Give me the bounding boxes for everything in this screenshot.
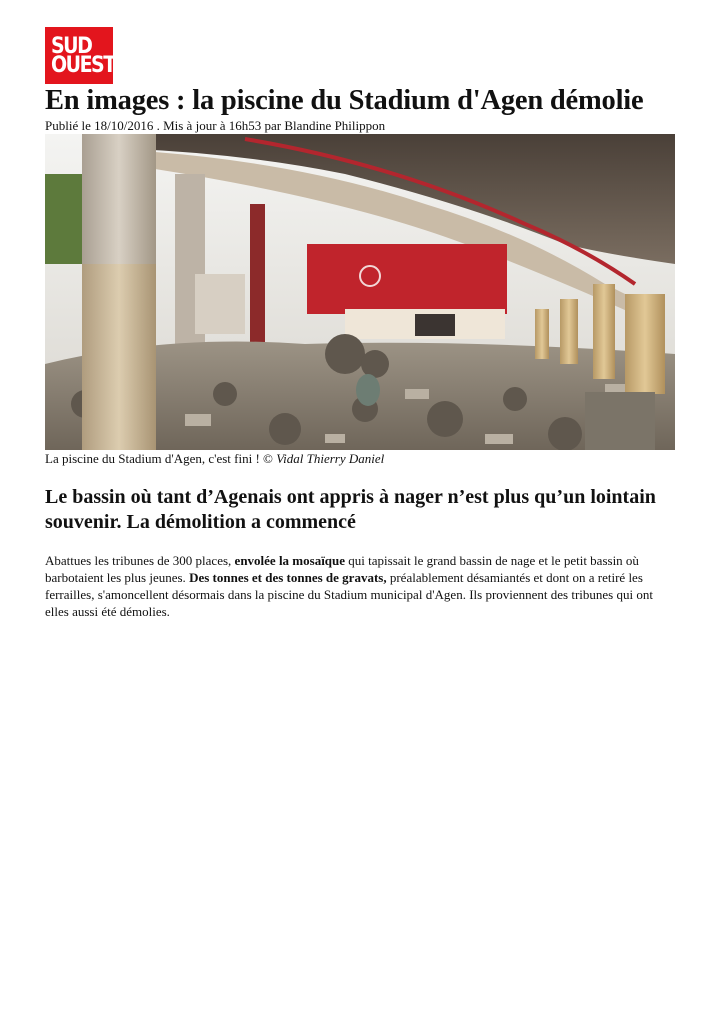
article-subtitle: Le bassin où tant d’Agenais ont appris à nager n’est plus qu’un lointain souvenir. La démolition a commencé [45, 486, 656, 533]
logo-line-1: SUD [51, 32, 92, 59]
body-text-1: Abattues les tribunes de 300 places, [45, 553, 235, 568]
logo-line-2: OUEST [51, 51, 115, 78]
body-text-3: préalablement désamiantés et dont on a retiré les ferrailles, s'amoncellent désormais dans la piscine du Stadium municipal d'Agen. Ils proviennent des tribunes qui ont elles aussi été démolies. [45, 570, 653, 619]
demolished-pool-photo [45, 134, 675, 450]
article-title: En images : la piscine du Stadium d'Agen démolie [45, 85, 644, 116]
article-byline: Publié le 18/10/2016 . Mis à jour à 16h53 par Blandine Philippon [45, 118, 386, 133]
caption-credit: Vidal Thierry Daniel [276, 451, 385, 466]
article-photo [45, 134, 675, 450]
body-text-2: qui tapissait le grand bassin de nage et le petit bassin où barbotaient les plus jeunes. [45, 553, 639, 585]
body-bold-1: envolée la mosaïque [234, 553, 346, 568]
photo-caption [45, 451, 384, 467]
article-body [45, 552, 675, 620]
sud-ouest-logo[interactable] [45, 27, 113, 84]
caption-text: La piscine du Stadium d'Agen, c'est fini ! © [45, 451, 277, 466]
body-bold-2: Des tonnes et des tonnes de gravats, [189, 570, 387, 585]
